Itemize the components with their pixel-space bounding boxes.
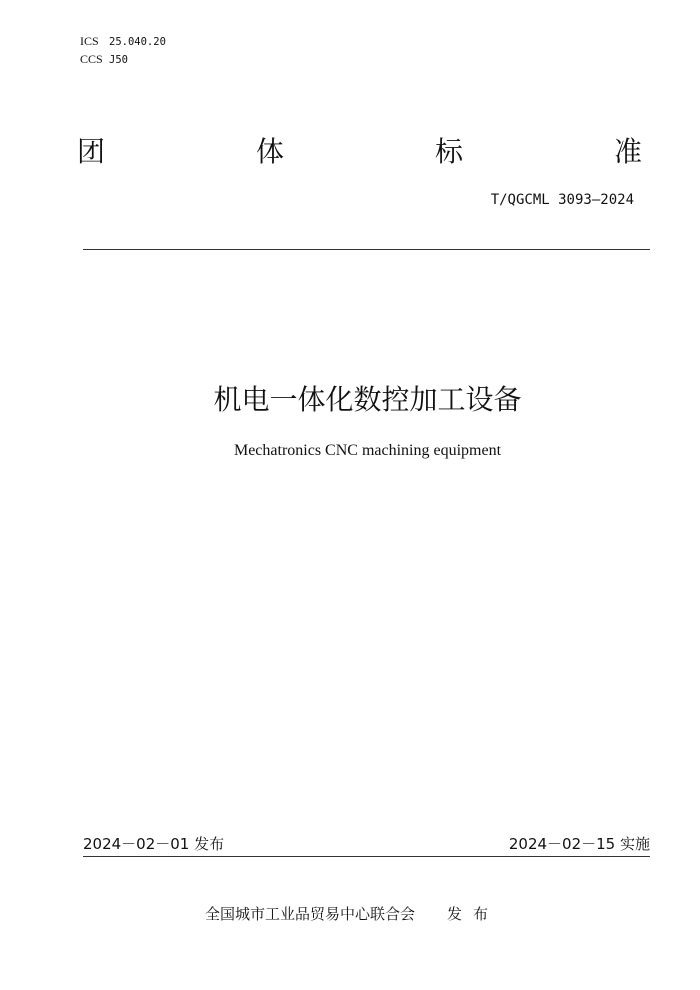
publisher-row — [205, 903, 499, 925]
publisher-action: 发布 — [447, 905, 500, 923]
standard-type-char-4: 准 — [614, 135, 643, 168]
ics-row — [80, 34, 166, 49]
standard-code: T/QGCML 3093—2024 — [490, 192, 634, 208]
header-divider — [83, 249, 650, 250]
standard-type-char-1: 团 — [77, 135, 106, 168]
ics-value: 25.040.20 — [109, 36, 166, 48]
ccs-label: CCS — [80, 52, 103, 66]
document-title-en: Mechatronics CNC machining equipment — [233, 442, 502, 459]
ics-label: ICS — [80, 34, 99, 48]
issue-date: 2024－02－01 发布 — [83, 835, 225, 853]
ccs-value: J50 — [109, 54, 128, 66]
publisher-name: 全国城市工业品贸易中心联合会 — [205, 905, 416, 923]
footer-divider — [83, 856, 650, 857]
document-title-zh: 机电一体化数控加工设备 — [213, 383, 522, 416]
standard-type-char-2: 体 — [256, 135, 285, 168]
ccs-row — [80, 52, 128, 67]
standard-type-char-3: 标 — [435, 135, 464, 168]
implementation-date: 2024－02－15 实施 — [508, 835, 650, 853]
